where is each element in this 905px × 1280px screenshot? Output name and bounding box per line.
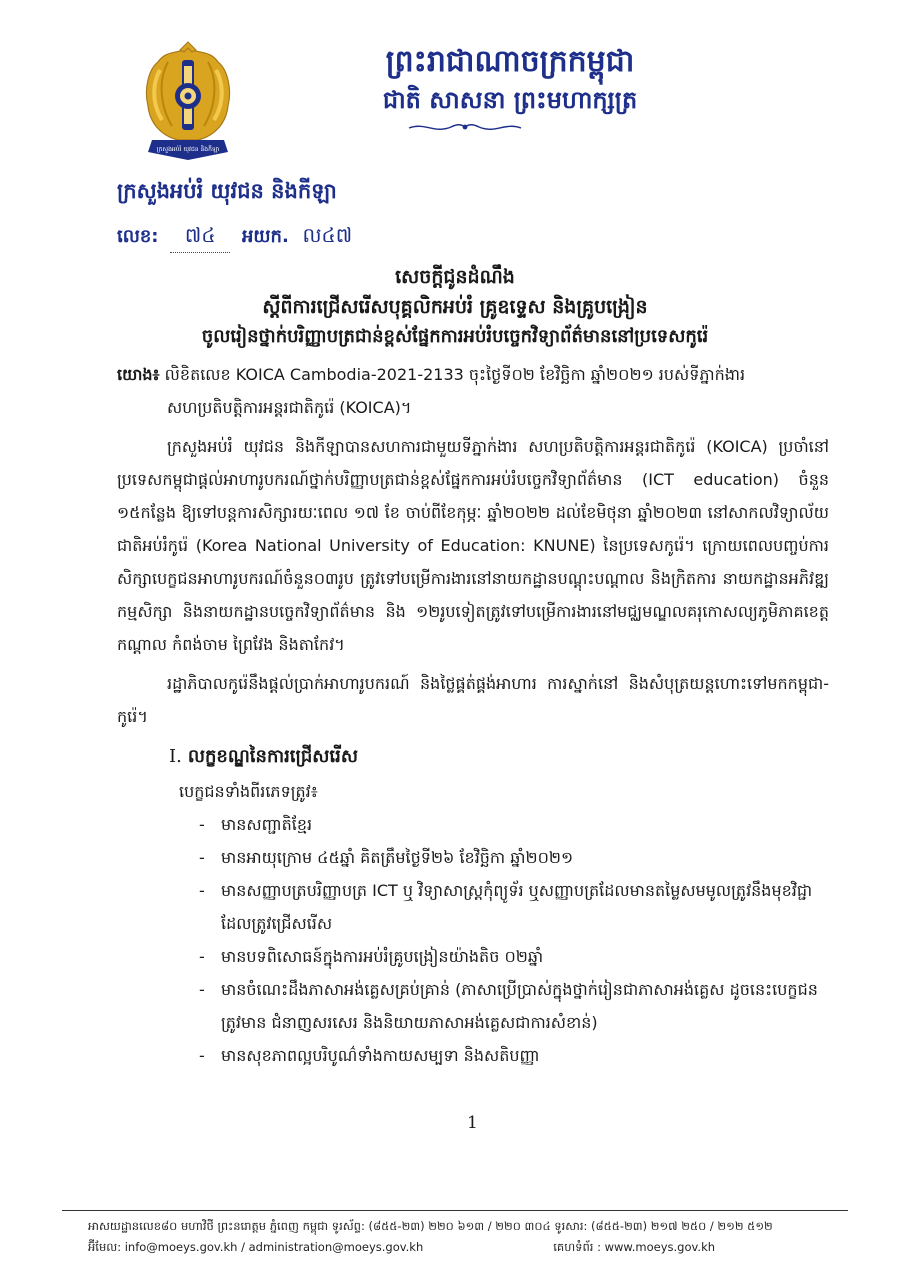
kingdom-header (330, 42, 690, 118)
footer-divider (62, 1210, 848, 1211)
notice-body (117, 358, 829, 1072)
ministry-name: ក្រសួងអប់រំ យុវជន និងកីឡា (117, 179, 337, 203)
list-item: - មានសញ្ញាបត្របរិញ្ញាបត្រ ICT ឬ វិទ្យាសាស្ត្រកុំព្យូទ័រ ឬសញ្ញាបត្រដែលមានតម្លៃសមមូលត្រូវនឹងមុខវិជ្ជាដែលត្រូវជ្រើសរើស (199, 881, 813, 933)
ref-label: លេខ: (117, 226, 159, 247)
title-line-1: សេចក្ដីជូនដំណឹង (395, 266, 515, 288)
reference-text-2: សហប្រតិបត្តិការអន្តរជាតិកូរ៉េ (KOICA)។ (167, 398, 412, 417)
notice-title (90, 262, 820, 352)
footer-website: គេហទំព័រ : www.moeys.gov.kh (553, 1240, 716, 1254)
title-line-2: ស្ដីពីការជ្រើសរើសបុគ្គលិកអប់រំ គ្រូឧទ្ទេស និងគ្រូបង្រៀន (262, 296, 648, 318)
reference-text-1: លិខិតលេខ KOICA Cambodia-2021-2133 ចុះថ្ងៃទី០២ ខែវិច្ឆិកា ឆ្នាំ២០២១ របស់ទីភ្នាក់ងារ (164, 365, 746, 384)
ref-number: ៧៤ (170, 222, 230, 253)
paragraph-2: រដ្ឋាភិបាលកូរ៉េនឹងផ្ដល់ប្រាក់អាហារូបករណ៍ និងថ្លៃផ្គត់ផ្គង់អាហារ ការស្នាក់នៅ និងសំបុត្រយន្តហោះទៅមកកម្ពុជា-កូរ៉េ។ (117, 674, 829, 726)
paragraph-1: ក្រសួងអប់រំ យុវជន និងកីឡាបានសហការជាមួយទីភ្នាក់ងារ សហប្រតិបត្តិការអន្តរជាតិកូរ៉េ (KOICA) ប្រចាំនៅប្រទេសកម្ពុជាផ្ដល់អាហារូបករណ៍ថ្នាក់បរិញ្ញាបត្រជាន់ខ្ពស់ផ្នែកការអប់រំបច្ចេកវិទ្យាព័ត៌មាន (ICT education) ចំនួន ១៥កន្លែង ឱ្យទៅបន្តការសិក្សារយៈពេល ១៧ ខែ ចាប់ពីខែកុម្ភៈ ឆ្នាំ២០២២ ដល់ខែមិថុនា ឆ្នាំ២០២៣ នៅសាកលវិទ្យាល័យជាតិអប់រំកូរ៉េ (Korea National University of Education: KNUNE) នៃប្រទេសកូរ៉េ។ ក្រោយពេលបញ្ចប់ការសិក្សាបេក្ខជនអាហារូបករណ៍ចំនួន០៣រូប ត្រូវទៅបម្រើការងារនៅនាយកដ្ឋានបណ្ដុះបណ្ដាល និងក្រិតការ នាយកដ្ឋានអភិវឌ្ឍកម្មសិក្សា និងនាយកដ្ឋានបច្ចេកវិទ្យាព័ត៌មាន និង ១២រូបទៀតត្រូវទៅបម្រើការងារនៅមជ្ឈមណ្ឌលគរុកោសល្យភូមិភាគខេត្តកណ្ដាល កំពង់ចាម ព្រៃវែង និងតាកែវ។ (117, 437, 829, 654)
national-motto: ជាតិ សាសនា ព្រះមហាក្សត្រ (382, 86, 638, 114)
reference-number-line (117, 222, 352, 253)
footer-address: អាសយដ្ឋានលេខ៨០ មហាវិថី ព្រះនរោត្តម ភ្នំពេញ កម្ពុជា ទូរស័ព្ទ: (៨៥៥-២៣) ២២០ ៦១៣ / ២២០ ៣០៤ ទូរសារ: (៨៥៥-២៣) ២១៧ ២៥០ / ២១២ ៥១២ (88, 1219, 773, 1233)
footer-email: អ៊ីមែល: info@moeys.gov.kh / administration@moeys.gov.kh (88, 1240, 424, 1254)
title-line-3: ចូលរៀនថ្នាក់បរិញ្ញាបត្រជាន់ខ្ពស់ផ្នែកការអប់រំបច្ចេកវិទ្យាព័ត៌មាននៅប្រទេសកូរ៉េ (201, 326, 709, 347)
kingdom-title: ព្រះរាជាណាចក្រកម្ពុជា (385, 44, 635, 79)
reference-label: យោង៖ (117, 365, 160, 384)
criteria-intro: បេក្ខជនទាំងពីរភេទត្រូវ៖ (179, 782, 318, 801)
ministry-emblem-icon (138, 40, 238, 168)
page-footer (88, 1216, 868, 1258)
section-heading (117, 739, 829, 775)
list-item: - មានអាយុក្រោម ៤៥ឆ្នាំ គិតត្រឹមថ្ងៃទី២៦ ខែវិច្ឆិកា ឆ្នាំ២០២១ (199, 848, 574, 867)
page-number: 1 (467, 1113, 478, 1133)
list-item: - មានចំណេះដឹងភាសាអង់គ្លេសគ្រប់គ្រាន់ (ភាសាប្រើប្រាស់ក្នុងថ្នាក់រៀនជាភាសាអង់គ្លេស ដូចនេះបេក្ខជនត្រូវមាន ជំនាញសរសេរ និងនិយាយភាសាអង់គ្លេសជាការសំខាន់) (199, 980, 818, 1032)
section-title: លក្ខខណ្ឌនៃការជ្រើសរើស (187, 746, 358, 767)
criteria-list (117, 808, 829, 1072)
section-numeral: I. (169, 746, 182, 767)
list-item: - មានសញ្ជាតិខ្មែរ (199, 815, 313, 834)
list-item: - មានបទពិសោធន៍ក្នុងការអប់រំគ្រូបង្រៀនយ៉ាងតិច ០២ឆ្នាំ (199, 947, 544, 966)
ref-suffix: អយក. (241, 226, 289, 247)
list-item: - មានសុខភាពល្អបរិបូណ៌ទាំងកាយសម្បទា និងសតិបញ្ញា (199, 1046, 540, 1065)
svg-text:ក្រសួងអប់រំ យុវជន និងកីឡា: ក្រសួងអប់រំ យុវជន និងកីឡា (156, 146, 220, 153)
reference-line (117, 358, 829, 391)
ornament-divider-icon (405, 118, 525, 136)
ref-handwritten: ល៤៧ (302, 223, 353, 247)
